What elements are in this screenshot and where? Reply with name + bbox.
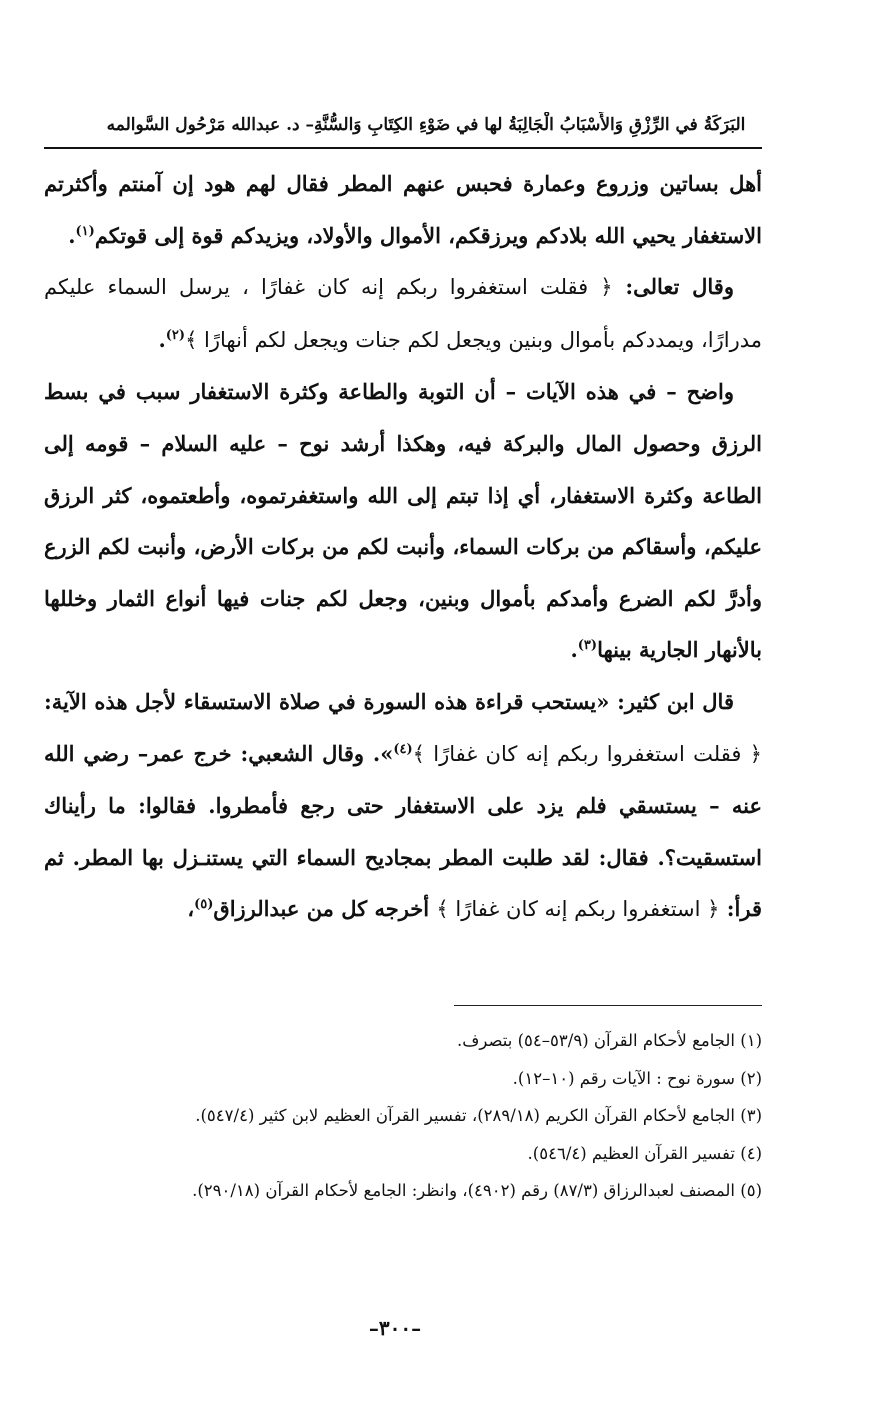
quran-verse-3: ﴿ استغفروا ربكم إنه كان غفارًا ﴾ [436, 897, 720, 922]
paragraph-3-text: واضح – في هذه الآيات – أن التوبة والطاعة وكثرة الاستغفار سبب في بسط الرزق وحصول المال والبركة فيه، وهكذا أرشد نوح – عليه السلام – قومه إلى الطاعة وكثرة الاستغفار، أي إذا تبتم إلى الله واستغفرتموه، وأطعتموه، كثر الرزق عليكم، وأسقاكم من بركات السماء، وأنبت لكم من بركات الأرض، وأنبت لكم الزرع وأدرَّ لكم الضرع وأمدكم بأموال وبنين، وجعل لكم جنات فيها أنواع الثمار وخللها بالأنهار الجارية بينها [44, 379, 762, 663]
footnote-1: (١) الجامع لأحكام القرآن (٥٣/٩–٥٤) بتصرف. [457, 1031, 762, 1050]
footnote-2: (٢) سورة نوح : الآيات رقم (١٠–١٢). [512, 1068, 762, 1088]
paragraph-3 [44, 366, 762, 676]
paragraph-4-end: ، [187, 896, 195, 922]
running-header: البَرَكَةُ في الرِّزْقِ وَالأَسْبَابُ الْجَالِبَةُ لها في ضَوْءِ الكِتَابِ وَالسُّنَّةِ– د. عبدالله مَرْحُول السَّوالمه [106, 115, 746, 135]
footnote-5: (٥) المصنف لعبدالرزاق (٨٧/٣) رقم (٤٩٠٢)، وانظر: الجامع لأحكام القرآن (٢٩٠/١٨). [192, 1181, 762, 1200]
main-text [44, 158, 762, 936]
header-rule [44, 147, 762, 149]
footnote-ref-4: (٤) [393, 741, 413, 757]
paragraph-4-tail: أخرجه كل من عبدالرزاق [213, 896, 437, 922]
footnote-4: (٤) تفسير القرآن العظيم (٥٤٦/٤). [527, 1143, 762, 1163]
paragraph-4-lead: قال ابن كثير: «يستحب قراءة هذه السورة في صلاة الاستسقاء لأجل هذه الآية: [44, 688, 734, 714]
footnote-ref-3: (٣) [577, 638, 598, 654]
paragraph-3-end: . [570, 637, 578, 663]
footnote-rule [454, 1005, 762, 1006]
footnote-3: (٣) الجامع لأحكام القرآن الكريم (٢٨٩/١٨)، تفسير القرآن العظيم لابن كثير (٥٤٧/٤). [195, 1106, 762, 1125]
footnote-ref-2: (٢) [165, 327, 186, 343]
paragraph-2 [44, 261, 762, 366]
footnote-ref-1: (١) [75, 223, 95, 239]
page-number: –٣٠٠– [368, 1316, 422, 1340]
paragraph-1 [44, 158, 762, 261]
paragraph-1-end: . [68, 222, 76, 248]
paragraph-4 [44, 676, 762, 936]
paragraph-2-lead: وقال تعالى: [612, 274, 734, 300]
footnote-ref-5: (٥) [194, 897, 214, 913]
quran-verse-1: ﴿ فقلت استغفروا ربكم إنه كان غفارًا ، يرسل السماء عليكم مدرارًا، ويمددكم بأموال وبنين ويجعل لكم جنات ويجعل لكم أنهارًا ﴾ [44, 275, 762, 352]
quran-verse-2: ﴿ فقلت استغفروا ربكم إنه كان غفارًا ﴾ [412, 741, 762, 766]
paragraph-1-text: أهل بساتين وزروع وعمارة فحبس عنهم المطر فقال لهم هود إن آمنتم وأكثرتم الاستغفار يحيي الله بلادكم ويرزقكم، الأموال والأولاد، ويزيدكم قوة إلى قوتكم [44, 171, 762, 248]
footnotes [44, 1022, 762, 1210]
paragraph-2-end: . [158, 326, 166, 352]
paragraph-4-middle: ». وقال الشعبي: خرج عمر– رضي الله عنه – يستسقي فلم يزد على الاستغفار حتى رجع فأمطروا. فقالوا: ما رأيناك استسقيت؟. فقال: لقد طلبت المطر بمجاديح السماء التي يستنـزل بها المطر. ثم قرأ: [44, 740, 762, 922]
